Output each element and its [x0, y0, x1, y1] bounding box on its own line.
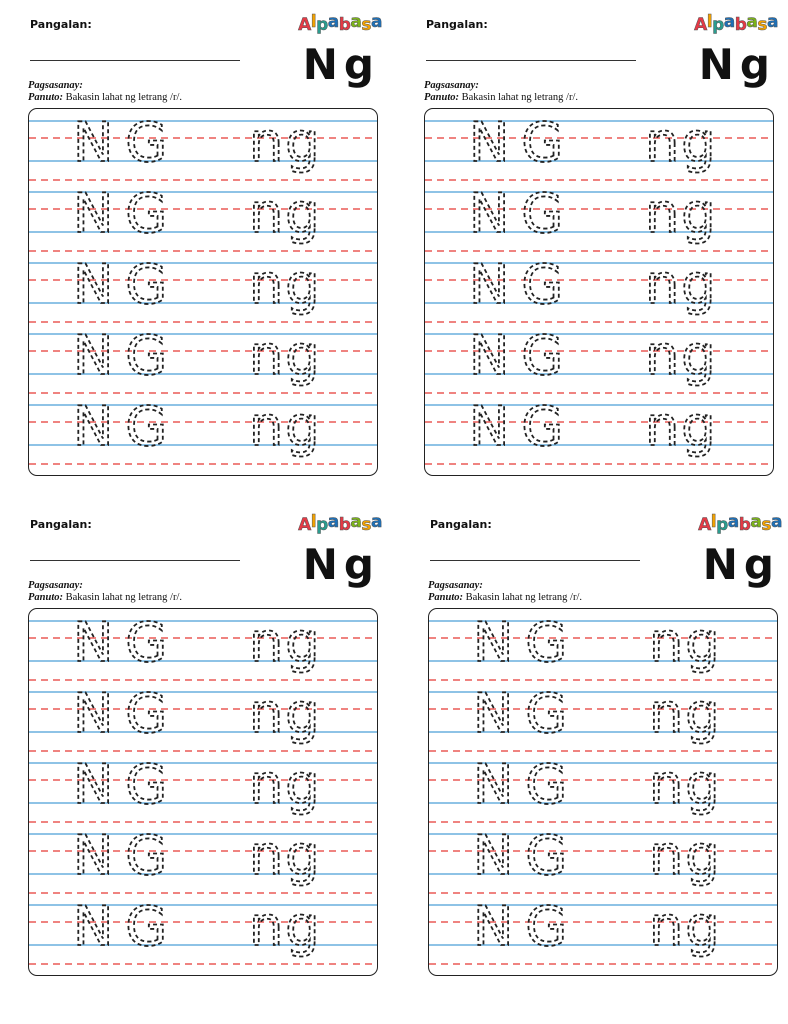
trace-uppercase[interactable]: NG	[73, 895, 180, 958]
tracing-box	[428, 608, 778, 976]
logo-letter: A	[694, 15, 707, 35]
logo-letter: b	[338, 515, 351, 535]
logo-letter: a	[767, 12, 778, 32]
worksheet-bottom-left	[28, 514, 388, 1014]
logo-letter: A	[298, 15, 311, 35]
directions-label: Panuto:	[28, 92, 64, 103]
trace-uppercase[interactable]: NG	[73, 253, 180, 316]
featured-letter: Ng	[698, 40, 776, 89]
trace-uppercase[interactable]: NG	[473, 824, 580, 887]
trace-lowercase[interactable]: ng	[249, 111, 322, 174]
trace-lowercase[interactable]: ng	[645, 253, 718, 316]
trace-lowercase[interactable]: ng	[645, 324, 718, 387]
trace-lowercase[interactable]: ng	[249, 182, 322, 245]
trace-uppercase[interactable]: NG	[73, 682, 180, 745]
name-label: Pangalan:	[30, 18, 92, 31]
practice-label: Pagsasanay:	[28, 580, 83, 591]
trace-uppercase[interactable]: NG	[73, 824, 180, 887]
practice-label: Pagsasanay:	[428, 580, 483, 591]
trace-uppercase[interactable]: NG	[73, 324, 180, 387]
tracing-lines	[425, 109, 773, 475]
tracing-box	[424, 108, 774, 476]
logo-letter: s	[361, 515, 372, 535]
trace-uppercase[interactable]: NG	[469, 253, 576, 316]
trace-lowercase[interactable]: ng	[645, 395, 718, 458]
logo-letter: a	[371, 12, 382, 32]
trace-lowercase[interactable]: ng	[249, 611, 322, 674]
directions-text: Bakasin lahat ng letrang /r/.	[463, 592, 582, 603]
trace-lowercase[interactable]: ng	[649, 611, 722, 674]
tracing-lines	[29, 109, 377, 475]
worksheet-bottom-right	[428, 514, 788, 1014]
logo-letter: b	[338, 15, 351, 35]
name-line[interactable]	[430, 560, 640, 561]
logo-letter: A	[298, 515, 311, 535]
logo-letter: b	[738, 515, 751, 535]
logo-letter: p	[712, 15, 724, 35]
directions-text: Bakasin lahat ng letrang /r/.	[459, 92, 578, 103]
tracing-box	[28, 108, 378, 476]
directions-label: Panuto:	[424, 92, 460, 103]
logo-letter: a	[350, 512, 362, 532]
tracing-box	[28, 608, 378, 976]
trace-uppercase[interactable]: NG	[469, 182, 576, 245]
logo-letter: a	[750, 512, 762, 532]
trace-uppercase[interactable]: NG	[473, 611, 580, 674]
logo-letter: a	[723, 12, 735, 32]
logo-letter: a	[746, 12, 758, 32]
trace-lowercase[interactable]: ng	[649, 753, 722, 816]
logo-letter: p	[316, 515, 328, 535]
directions-label: Panuto:	[28, 592, 64, 603]
name-label: Pangalan:	[426, 18, 488, 31]
trace-uppercase[interactable]: NG	[473, 753, 580, 816]
logo-letter: s	[761, 515, 772, 535]
trace-lowercase[interactable]: ng	[249, 895, 322, 958]
logo-letter: l	[706, 12, 713, 32]
trace-uppercase[interactable]: NG	[73, 753, 180, 816]
name-line[interactable]	[30, 560, 240, 561]
trace-uppercase[interactable]: NG	[469, 324, 576, 387]
directions-label: Panuto:	[428, 592, 464, 603]
featured-letter: Ng	[302, 540, 380, 589]
tracing-lines	[29, 609, 377, 975]
trace-lowercase[interactable]: ng	[645, 182, 718, 245]
practice-label: Pagsasanay:	[28, 80, 83, 91]
practice-label: Pagsasanay:	[424, 80, 479, 91]
trace-lowercase[interactable]: ng	[649, 824, 722, 887]
directions	[28, 92, 182, 103]
trace-lowercase[interactable]: ng	[645, 111, 718, 174]
alpabasa-logo	[298, 514, 382, 534]
alpabasa-logo	[698, 514, 782, 534]
logo-letter: l	[710, 512, 717, 532]
name-line[interactable]	[426, 60, 636, 61]
logo-letter: a	[771, 512, 782, 532]
trace-uppercase[interactable]: NG	[473, 682, 580, 745]
logo-letter: s	[757, 15, 768, 35]
logo-letter: l	[310, 512, 317, 532]
featured-letter: Ng	[702, 540, 780, 589]
name-line[interactable]	[30, 60, 240, 61]
directions	[424, 92, 578, 103]
trace-uppercase[interactable]: NG	[73, 182, 180, 245]
trace-uppercase[interactable]: NG	[469, 111, 576, 174]
directions-text: Bakasin lahat ng letrang /r/.	[63, 92, 182, 103]
logo-letter: a	[327, 512, 339, 532]
logo-letter: p	[316, 15, 328, 35]
alpabasa-logo	[694, 14, 778, 34]
logo-letter: A	[698, 515, 711, 535]
trace-lowercase[interactable]: ng	[249, 324, 322, 387]
logo-letter: b	[734, 15, 747, 35]
name-label: Pangalan:	[30, 518, 92, 531]
trace-uppercase[interactable]: NG	[73, 611, 180, 674]
trace-lowercase[interactable]: ng	[249, 395, 322, 458]
trace-uppercase[interactable]: NG	[473, 895, 580, 958]
directions-text: Bakasin lahat ng letrang /r/.	[63, 592, 182, 603]
trace-lowercase[interactable]: ng	[249, 824, 322, 887]
logo-letter: a	[727, 512, 739, 532]
name-label: Pangalan:	[430, 518, 492, 531]
logo-letter: l	[310, 12, 317, 32]
logo-letter: a	[371, 512, 382, 532]
trace-lowercase[interactable]: ng	[649, 895, 722, 958]
trace-lowercase[interactable]: ng	[249, 753, 322, 816]
trace-uppercase[interactable]: NG	[73, 395, 180, 458]
trace-lowercase[interactable]: ng	[249, 682, 322, 745]
trace-lowercase[interactable]: ng	[649, 682, 722, 745]
worksheet-top-right	[424, 14, 784, 514]
directions	[28, 592, 182, 603]
trace-uppercase[interactable]: NG	[73, 111, 180, 174]
alpabasa-logo	[298, 14, 382, 34]
logo-letter: p	[716, 515, 728, 535]
logo-letter: a	[327, 12, 339, 32]
trace-uppercase[interactable]: NG	[469, 395, 576, 458]
trace-lowercase[interactable]: ng	[249, 253, 322, 316]
directions	[428, 592, 582, 603]
featured-letter: Ng	[302, 40, 380, 89]
logo-letter: a	[350, 12, 362, 32]
worksheet-top-left	[28, 14, 388, 514]
tracing-lines	[429, 609, 777, 975]
logo-letter: s	[361, 15, 372, 35]
